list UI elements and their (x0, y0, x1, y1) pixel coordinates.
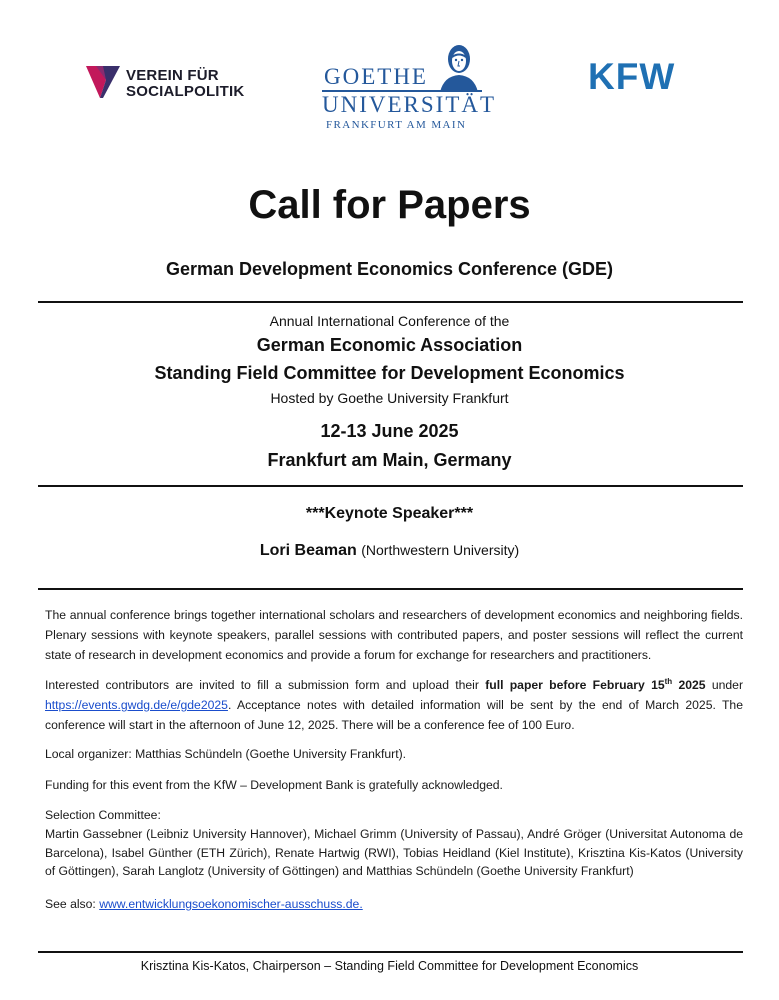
goethe-line3: FRANKFURT AM MAIN (326, 119, 467, 131)
page-title: Call for Papers (248, 183, 531, 227)
goethe-portrait-icon (436, 42, 482, 92)
submission-text-3: . Acceptance notes with detailed information will be sent by the end of March 2025. The conference will start in the afternoon of June 12, 2025. There will be a conference fee of 100 Euro. (45, 698, 743, 733)
event-location: Frankfurt am Main, Germany (267, 450, 512, 470)
keynote-heading: ***Keynote Speaker*** (305, 505, 474, 522)
submission-text: Interested contributors are invited to fill a submission form and upload their (45, 678, 486, 693)
event-dates: 12-13 June 2025 (320, 421, 459, 441)
funding-note: Funding for this event from the KfW – Development Bank is gratefully acknowledged. (45, 778, 503, 792)
divider (38, 588, 743, 590)
local-organizer: Local organizer: Matthias Schündeln (Goethe University Frankfurt). (45, 747, 407, 761)
paragraph-submission (45, 672, 743, 735)
paragraph-intro: The annual conference brings together international scholars and researchers of development economics and neighboring fields. Plenary sessions with keynote speakers, parallel sessions with contributed papers, and poster sessions will reflect the current state of research in development economics and provide a forum for exchange for researchers and practitioners. (45, 608, 743, 662)
footer-chairperson: Krisztina Kis-Katos, Chairperson – Standing Field Committee for Development Economics (140, 959, 639, 973)
submission-link[interactable]: https://events.gwdg.de/e/gde2025 (45, 698, 228, 713)
committee-heading: Selection Committee: (45, 808, 161, 822)
goethe-line1: GOETHE (324, 64, 428, 89)
vfs-line2: SOCIALPOLITIK (126, 83, 245, 100)
see-also: See also: www.entwicklungsoekonomischer-ausschuss.de. (45, 897, 363, 911)
vfs-logo (86, 64, 266, 104)
divider (38, 485, 743, 487)
event-org1: German Economic Association (256, 335, 523, 355)
submission-text-2: under (705, 678, 744, 693)
goethe-logo (318, 42, 497, 132)
divider (38, 301, 743, 303)
conference-name: German Development Economics Conference (GDE) (165, 259, 614, 279)
vfs-line1: VEREIN FÜR (126, 67, 219, 84)
deadline-text: full paper before February 15th 2025 (485, 677, 706, 693)
speaker-affiliation: (Northwestern University) (361, 542, 520, 558)
divider (38, 951, 743, 953)
event-host: Hosted by Goethe University Frankfurt (270, 390, 509, 406)
keynote-speaker (0, 542, 779, 560)
vfs-logo-mark-icon (86, 66, 120, 98)
event-org2: Standing Field Committee for Development Economics (154, 363, 625, 383)
event-intro: Annual International Conference of the (269, 313, 510, 329)
committee-list: Martin Gassebner (Leibniz University Hannover), Michael Grimm (University of Passau), André Gröger (Universitat Autonoma de Barcelona), Isabel Günther (ETH Zürich), Renate Hartwig (RWI), Tobias Heidland (Kiel Institute), Krisztina Kis-Katos (University of Göttingen), Sarah Langlotz (University of Göttingen) and Matthias Schündeln (Goethe University Frankfurt) (45, 827, 743, 878)
goethe-line2: UNIVERSITÄT (322, 92, 497, 117)
see-also-link[interactable]: www.entwicklungsoekonomischer-ausschuss.de. (99, 897, 363, 911)
kfw-logo: KFW (588, 56, 676, 97)
speaker-name: Lori Beaman (259, 542, 357, 559)
